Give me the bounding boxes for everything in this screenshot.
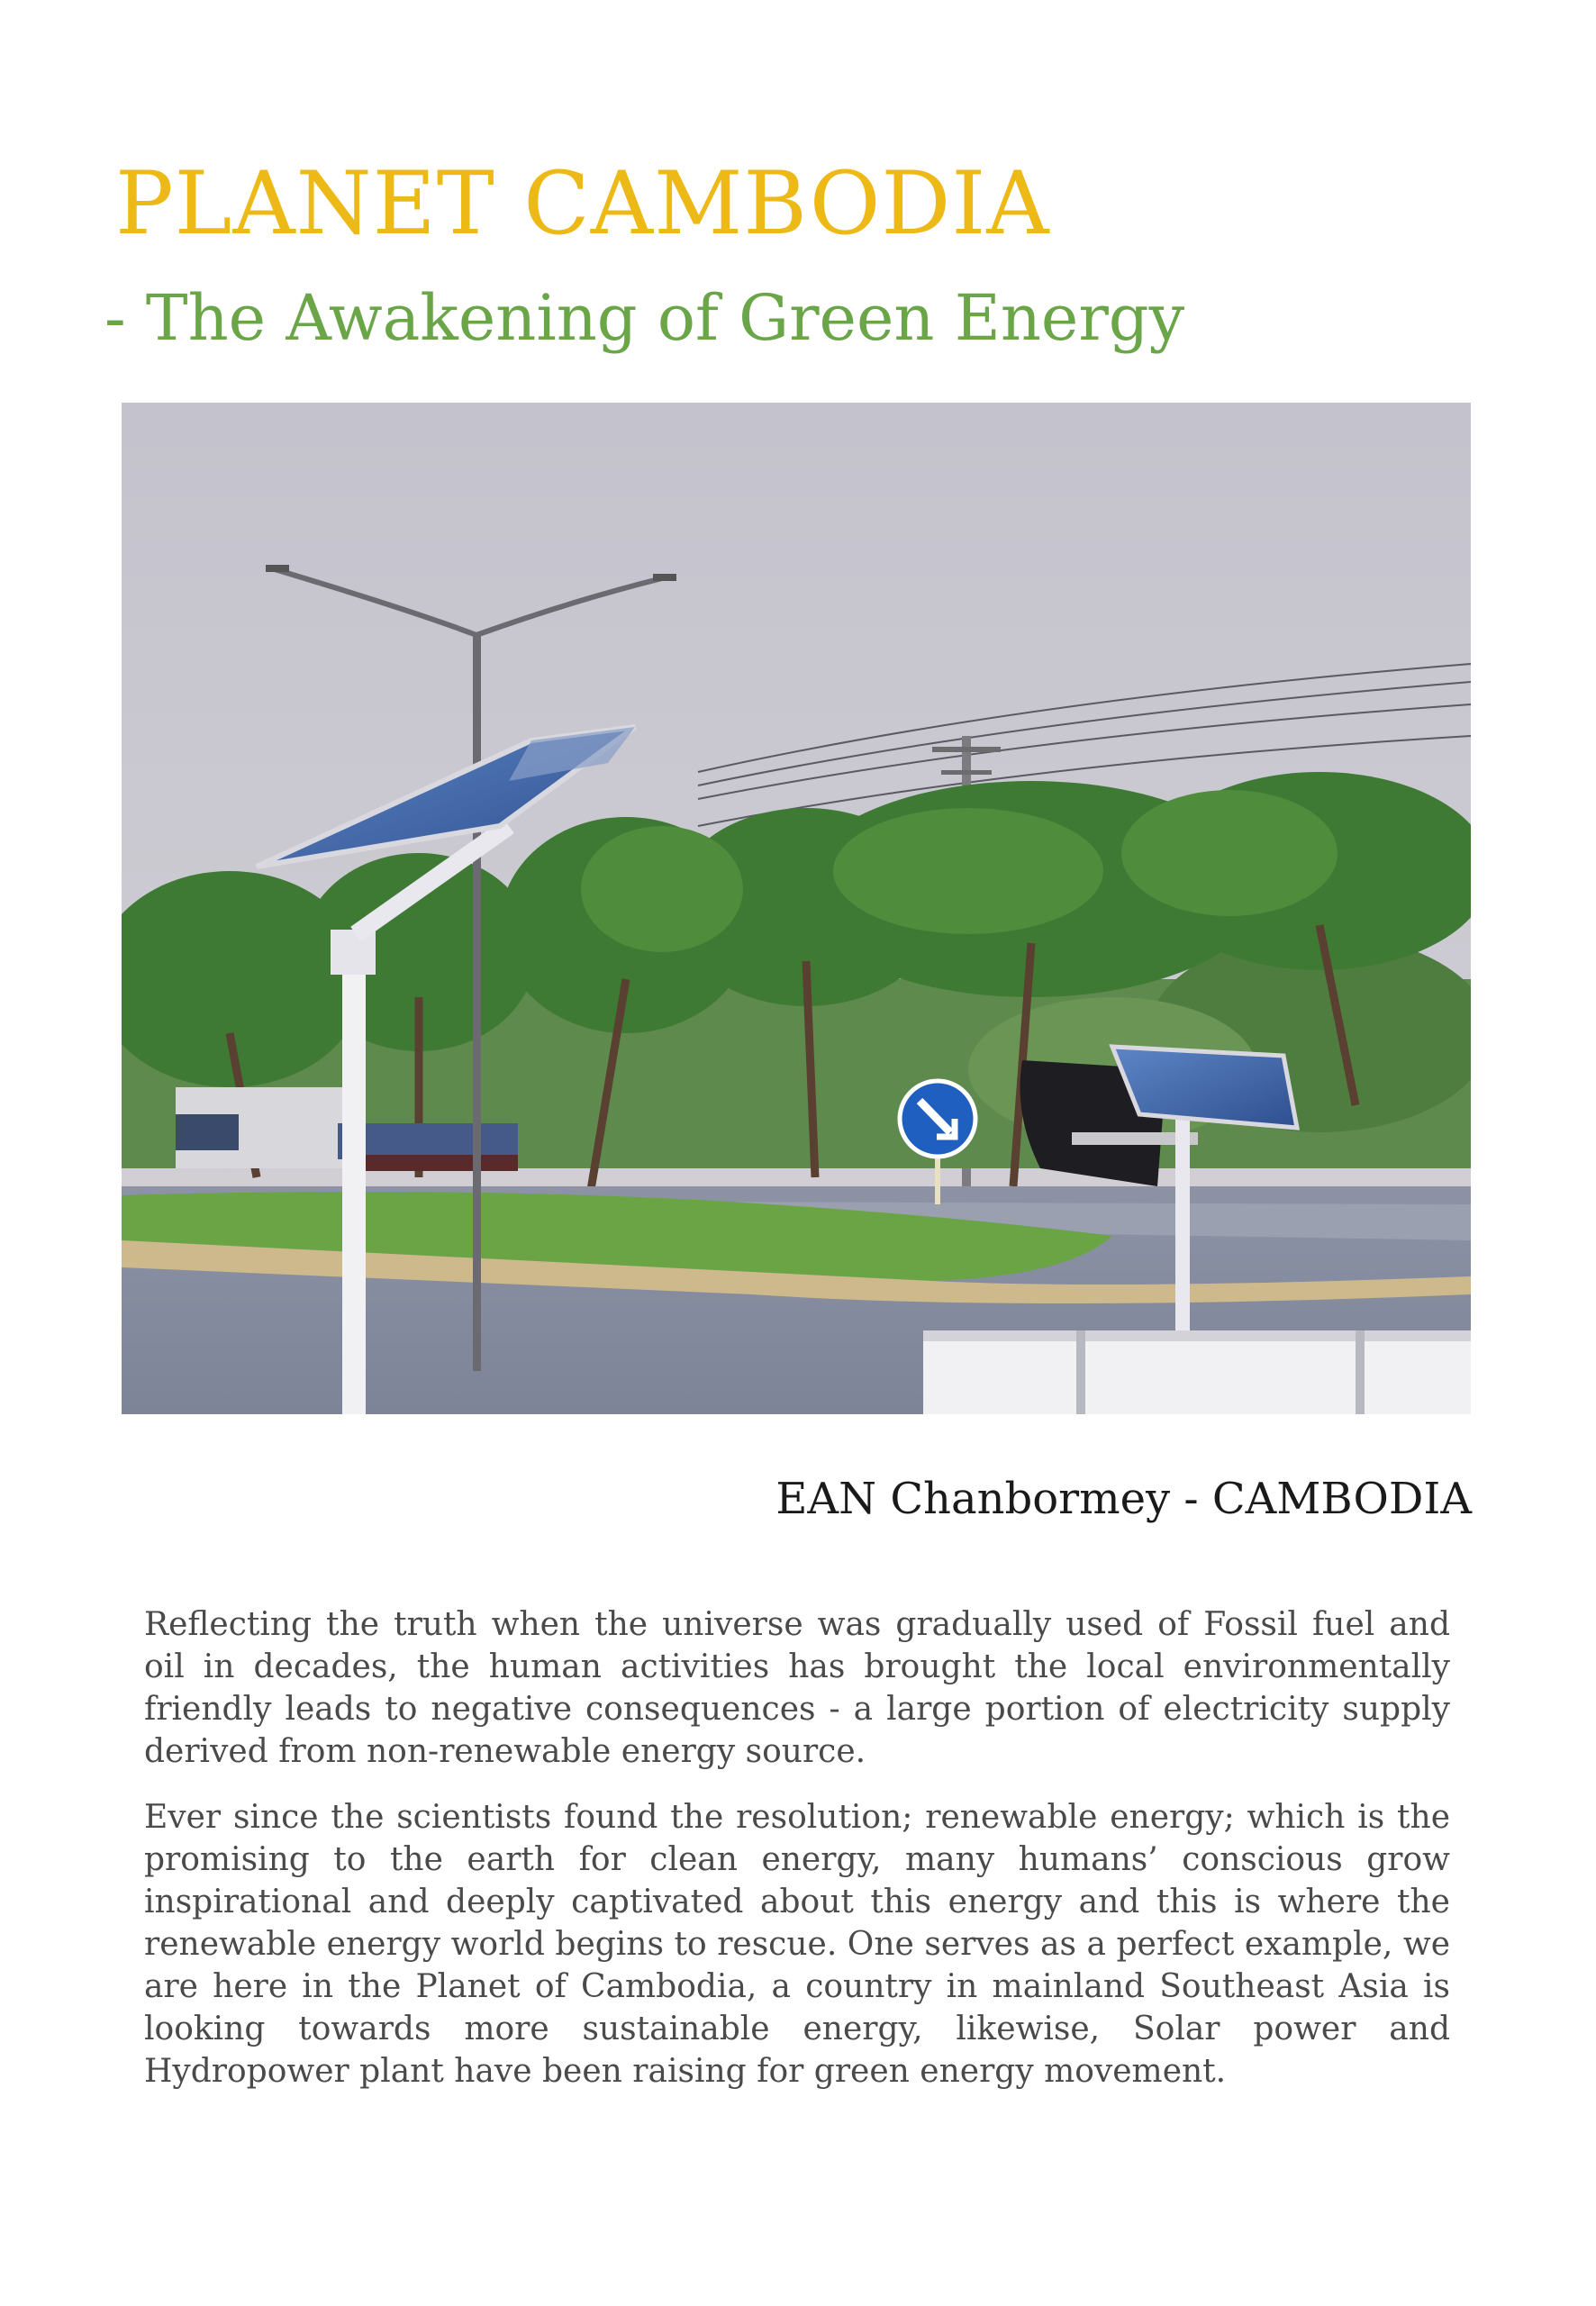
body-paragraph-1: Reflecting the truth when the universe was gradually used of Fossil fuel and oil in decades, the human activities has brought the local environmentally friendly leads to negative consequences - a large portion of electricity supply derived from non-renewable energy source.: [144, 1606, 1450, 1770]
author-line: EAN Chanbormey - CAMBODIA: [775, 1474, 1472, 1524]
page-subtitle: - The Awakening of Green Energy: [104, 281, 1185, 355]
page-title: PLANET CAMBODIA: [115, 153, 1050, 254]
solar-streetlight-photo: [122, 403, 1471, 1414]
body-paragraph-2: Ever since the scientists found the resolution; renewable energy; which is the promising to the earth for clean energy, many humans’ conscious grow inspirational and deeply captivated about this energy and this is where the renewable energy world begins to rescue. One serves as a perfect example, we are here in the Planet of Cambodia, a country in mainland Southeast Asia is looking towards more sustainable energy, likewise, Solar power and Hydropower plant have been raising for green energy movement.: [144, 1799, 1450, 2090]
